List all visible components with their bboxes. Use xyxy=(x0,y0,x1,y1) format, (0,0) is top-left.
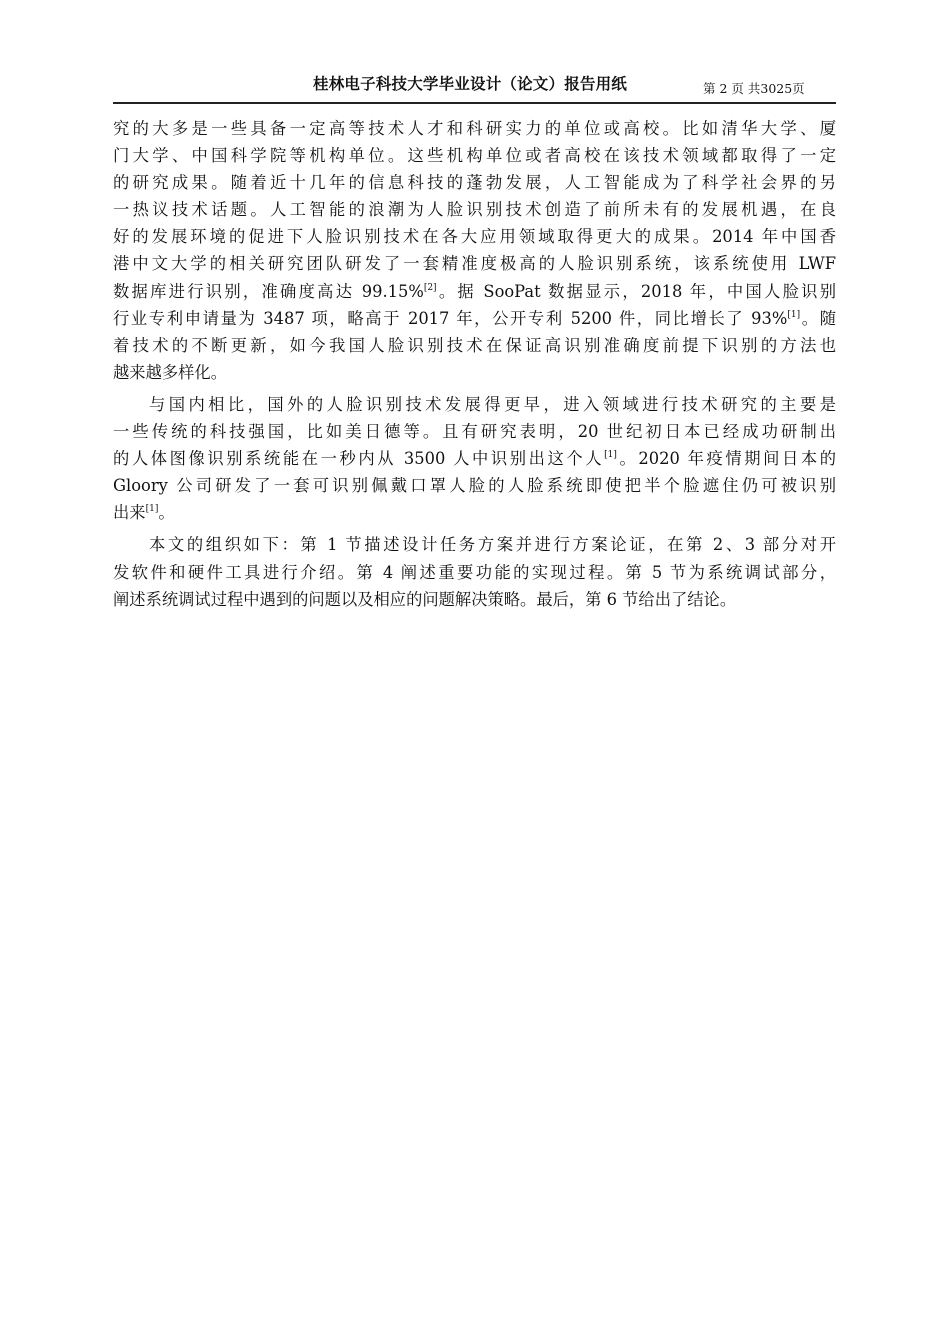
text-line: 本文的组织如下：第 1 节描述设计任务方案并进行方案论证，在第 2、3 部分对开 xyxy=(149,535,836,555)
text-line: 与国内相比，国外的人脸识别技术发展得更早，进入领域进行技术研究的主要是 xyxy=(149,394,836,414)
text-line: 究的大多是一些具备一定高等技术人才和科研实力的单位或高校。比如清华大学、厦 xyxy=(113,119,836,138)
text-line: 一热议技术话题。人工智能的浪潮为人脸识别技术创造了前所未有的发展机遇，在良 xyxy=(113,200,836,220)
citation: [1] xyxy=(145,504,159,515)
page-number: 第 2 页 共3025页 xyxy=(703,81,805,96)
text-line: Gloory 公司研发了一套可识别佩戴口罩人脸的人脸系统即使把半个脸遮住仍可被识别 xyxy=(113,476,836,496)
text-line: 发软件和硬件工具进行介绍。第 4 阐述重要功能的实现过程。第 5 节为系统调试部分， xyxy=(113,562,836,582)
text-line: 着技术的不断更新，如今我国人脸识别技术在保证高识别准确度前提下识别的方法也 xyxy=(113,335,836,355)
paragraph xyxy=(113,115,836,386)
text-line: 一些传统的科技强国，比如美日德等。且有研究表明，20 世纪初日本已经成功研制出 xyxy=(113,422,836,442)
page-header xyxy=(113,70,836,104)
text-line: 的人体图像识别系统能在一秒内从 3500 人中识别出这个人[1]。2020 年疫情期间日本的 xyxy=(113,449,836,469)
citation: [1] xyxy=(604,450,617,461)
text-line: 越来越多样化。 xyxy=(113,362,227,382)
text-line: 港中文大学的相关研究团队研发了一套精准度极高的人脸识别系统，该系统使用 LWF xyxy=(113,254,836,274)
text-line: 数据库进行识别，准确度高达 99.15%[2]。据 SooPat 数据显示，2018 年，中国人脸识别 xyxy=(113,281,836,301)
paragraph xyxy=(113,531,836,612)
text-line: 阐述系统调试过程中遇到的问题以及相应的问题解决策略。最后，第 6 节给出了结论。 xyxy=(113,589,737,609)
paragraph xyxy=(113,391,836,526)
document-body xyxy=(113,115,836,613)
citation: [2] xyxy=(423,282,437,293)
text-line: 行业专利申请量为 3487 项，略高于 2017 年，公开专利 5200 件，同比增长了 93%[1]。随 xyxy=(113,308,836,328)
text-line: 好的发展环境的促进下人脸识别技术在各大应用领域取得更大的成果。2014 年中国香 xyxy=(113,227,836,247)
header-title: 桂林电子科技大学毕业设计（论文）报告用纸 xyxy=(313,74,628,93)
text-line: 出来[1]。 xyxy=(113,503,175,523)
citation: [1] xyxy=(787,309,801,320)
text-line: 的研究成果。随着近十几年的信息科技的蓬勃发展，人工智能成为了科学社会界的另 xyxy=(113,173,836,193)
text-line: 门大学、中国科学院等机构单位。这些机构单位或者高校在该技术领域都取得了一定 xyxy=(113,146,836,166)
